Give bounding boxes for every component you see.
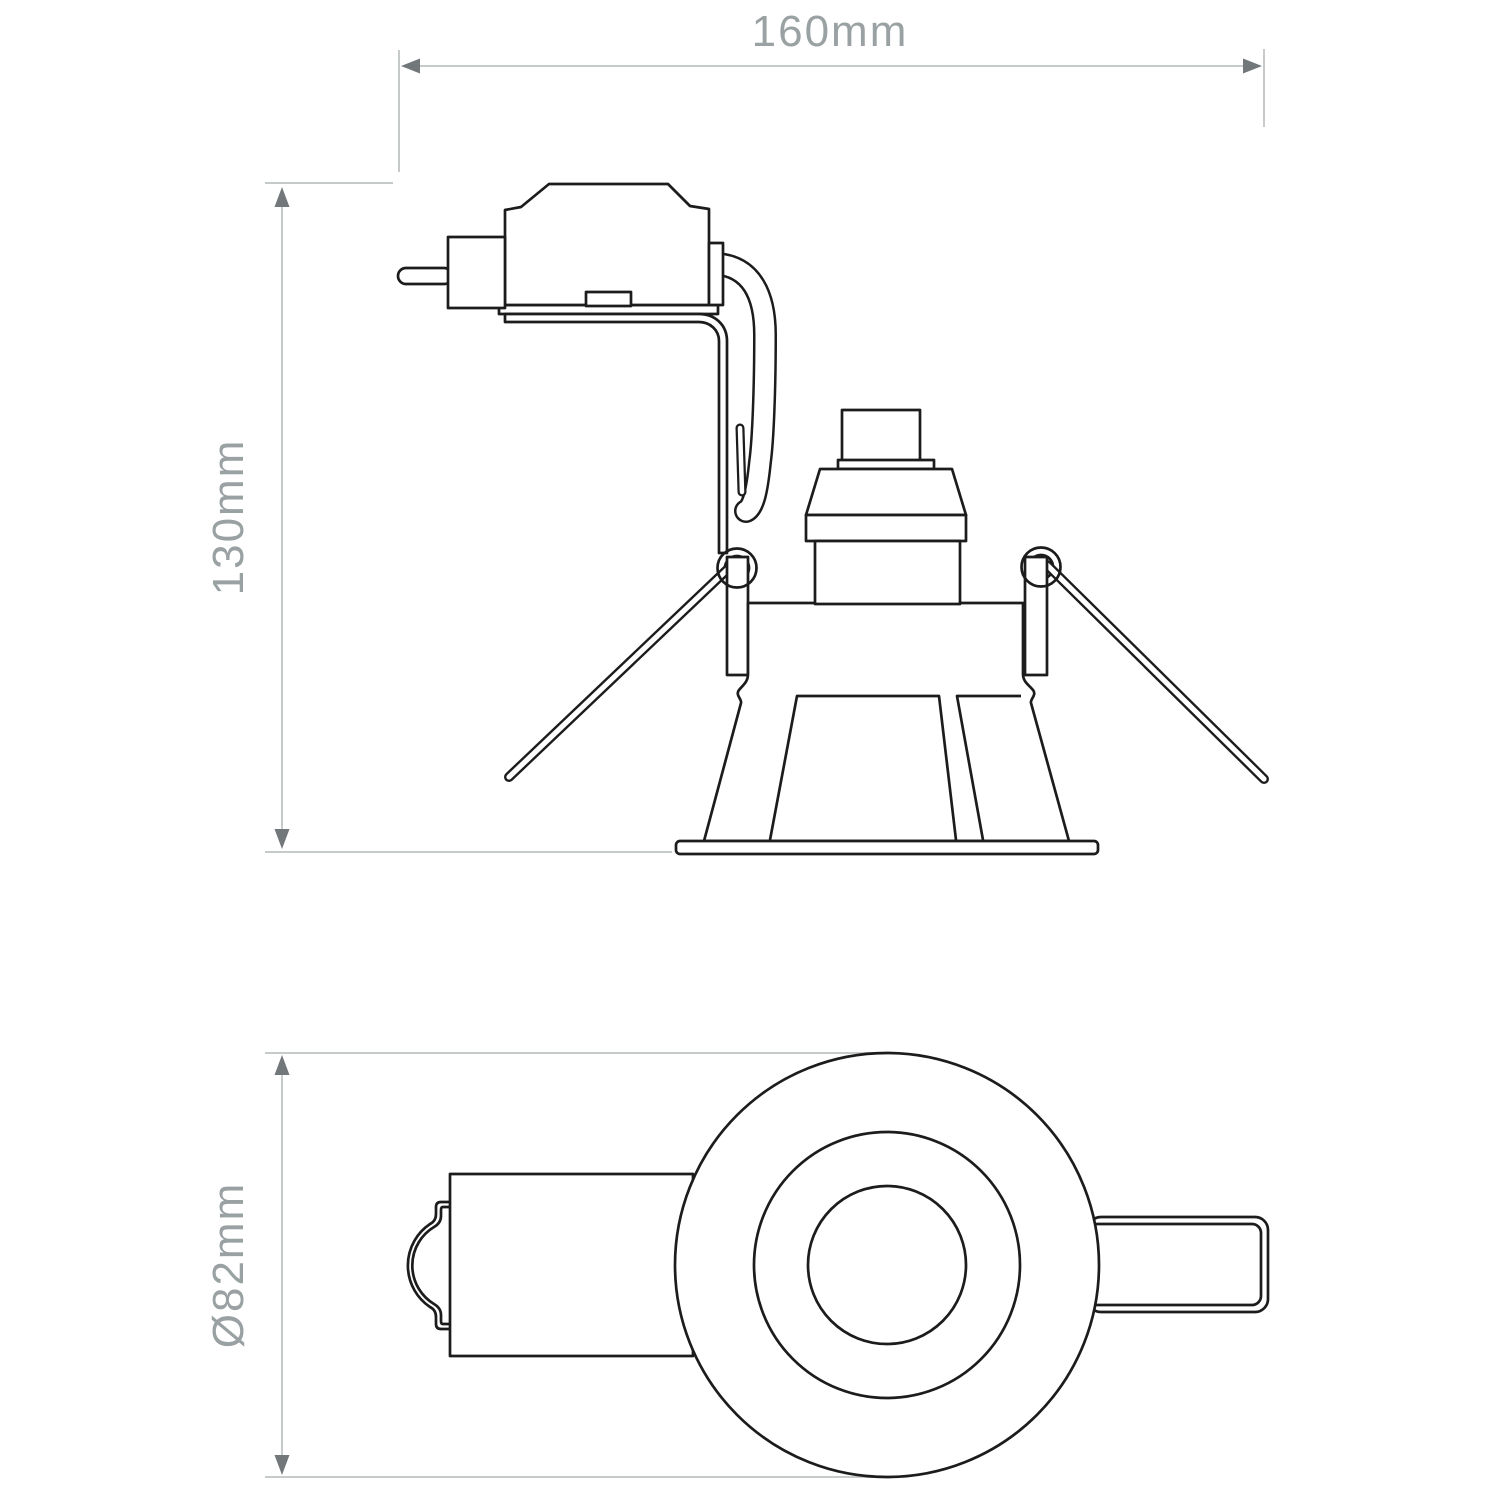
arrow-up-icon bbox=[275, 1055, 290, 1075]
trim-flange bbox=[676, 841, 1098, 854]
spring-clip-left bbox=[509, 549, 757, 778]
junction-box-plan bbox=[450, 1174, 693, 1356]
dimension-label-width: 160mm bbox=[751, 7, 909, 56]
arrow-up-icon bbox=[275, 187, 290, 207]
junction-box-body bbox=[505, 184, 709, 305]
dimension-label-height: 130mm bbox=[204, 438, 253, 596]
cable-entry-pin bbox=[398, 268, 452, 284]
side-view bbox=[398, 184, 1264, 854]
top-view bbox=[408, 1053, 1268, 1477]
cone-body bbox=[704, 603, 1069, 841]
spring-arm bbox=[1047, 565, 1264, 779]
arrow-left-icon bbox=[401, 59, 420, 74]
junction-box bbox=[398, 184, 727, 553]
cable-gland bbox=[408, 1202, 451, 1329]
arrow-right-icon bbox=[1243, 59, 1262, 74]
cable-conductor bbox=[740, 428, 742, 492]
holder-band bbox=[806, 515, 966, 541]
dimension-label-diameter: Ø82mm bbox=[204, 1181, 253, 1349]
cable-exit-compartment bbox=[709, 243, 723, 305]
clip-bracket bbox=[1025, 557, 1047, 675]
side-tab bbox=[1088, 1217, 1268, 1312]
lamp-holder bbox=[806, 410, 966, 604]
arrow-down-icon bbox=[275, 829, 290, 849]
holder-body bbox=[815, 541, 960, 604]
holder-shoulder bbox=[806, 469, 966, 515]
clip-bracket bbox=[727, 557, 748, 675]
terminal-block bbox=[842, 410, 920, 463]
dimension-width bbox=[399, 7, 1264, 172]
mounting-strap bbox=[505, 314, 727, 553]
trim-outer-circle bbox=[675, 1053, 1099, 1477]
spring-arm bbox=[509, 566, 731, 777]
tab-inner bbox=[1088, 1224, 1261, 1305]
box-latch bbox=[586, 292, 631, 306]
cable-clamp bbox=[448, 237, 505, 308]
spring-clip-right bbox=[1022, 548, 1265, 780]
gland-outer bbox=[408, 1202, 451, 1329]
arrow-down-icon bbox=[275, 1455, 290, 1475]
